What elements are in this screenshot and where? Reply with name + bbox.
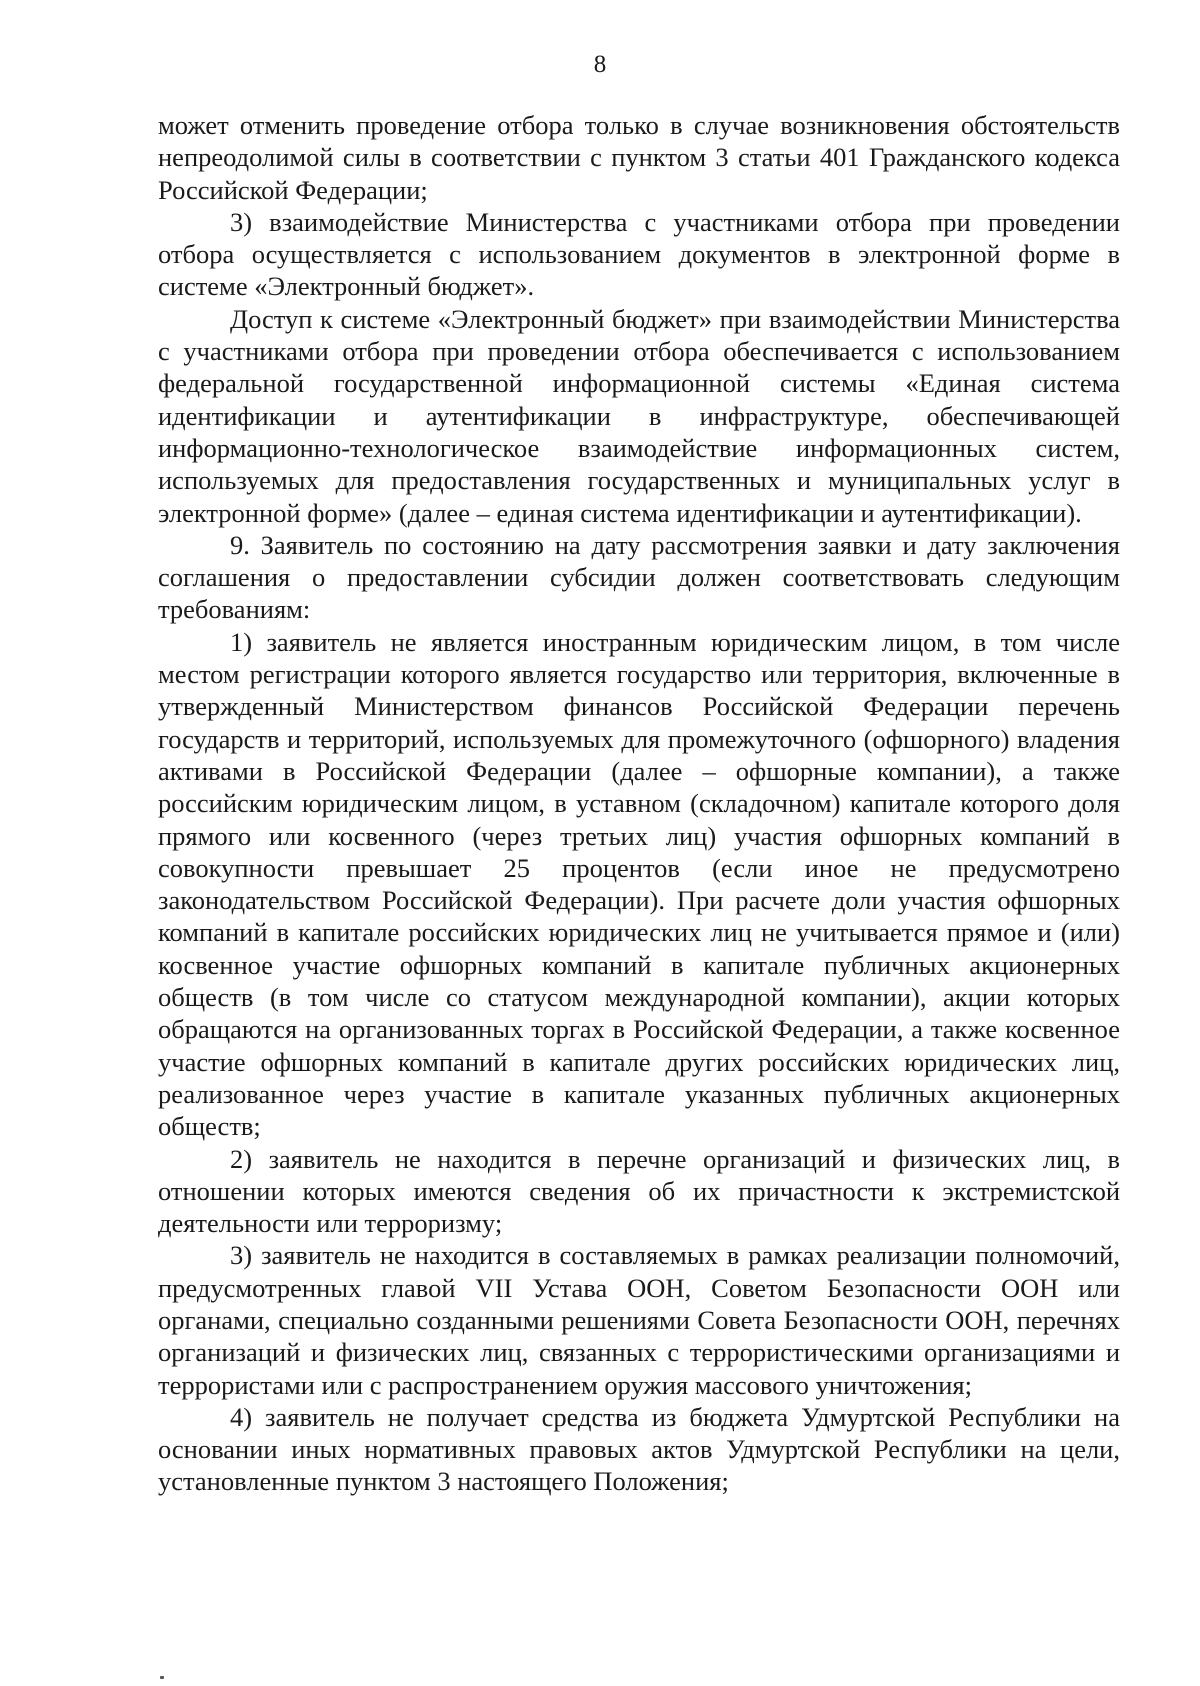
paragraph-section-9: 9. Заявитель по состоянию на дату рассмотрения заявки и дату заключения соглашения о предоставлении субсидии должен соответствовать следующим требованиям:	[158, 529, 1120, 625]
page-number: 8	[593, 51, 607, 78]
paragraph-continuation: может отменить проведение отбора только в случае возникновения обстоятельств непреодолимой силы в соответствии с пунктом 3 статьи 401 Гражданского кодекса Российской Федерации;	[158, 110, 1120, 205]
paragraph-requirement-4: 4) заявитель не получает средства из бюджета Удмуртской Республики на основании иных нормативных правовых актов Удмуртской Республики на цели, установленные пунктом 3 настоящего Положения;	[158, 1401, 1120, 1497]
paragraph-item-3-interaction: 3) взаимодействие Министерства с участниками отбора при проведении отбора осуществляется с использованием документов в электронной форме в системе «Электронный бюджет».	[158, 206, 1120, 302]
paragraph-requirement-1: 1) заявитель не является иностранным юридическим лицом, в том числе местом регистрации которого является государство или территория, включенные в утвержденный Министерством финансов Российской Федерации перечень государств и территорий, используемых для промежуточного (офшорного) владения активами в Российской Федерации (далее – офшорные компании), а также российским юридическим лицом, в уставном (складочном) капитале которого доля прямого или косвенного (через третьих лиц) участия офшорных компаний в совокупности превышает 25 процентов (если иное не предусмотрено законодательством Российской Федерации). При расчете доли участия офшорных компаний в капитале российских юридических лиц не учитывается прямое и (или) косвенное участие офшорных компаний в капитале публичных акционерных обществ (в том числе со статусом международной компании), акции которых обращаются на организованных торгах в Российской Федерации, а также косвенное участие офшорных компаний в капитале других российских юридических лиц, реализованное через участие в капитале указанных публичных акционерных обществ;	[158, 626, 1120, 1142]
document-body	[158, 109, 1120, 1498]
scan-speck	[160, 1676, 164, 1679]
paragraph-access: Доступ к системе «Электронный бюджет» при взаимодействии Министерства с участниками отбора при проведении отбора обеспечивается с использованием федеральной государственной информационной системы «Единая система идентификации и аутентификации в инфраструктуре, обеспечивающей информационно-технологическое взаимодействие информационных систем, используемых для предоставления государственных и муниципальных услуг в электронной форме» (далее – единая система идентификации и аутентификации).	[158, 303, 1120, 528]
paragraph-requirement-2: 2) заявитель не находится в перечне организаций и физических лиц, в отношении которых имеются сведения об их причастности к экстремистской деятельности или терроризму;	[158, 1143, 1120, 1239]
paragraph-requirement-3: 3) заявитель не находится в составляемых в рамках реализации полномочий, предусмотренных главой VII Устава ООН, Советом Безопасности ООН или органами, специально созданными решениями Совета Безопасности ООН, перечнях организаций и физических лиц, связанных с террористическими организациями и террористами или с распространением оружия массового уничтожения;	[158, 1240, 1120, 1400]
